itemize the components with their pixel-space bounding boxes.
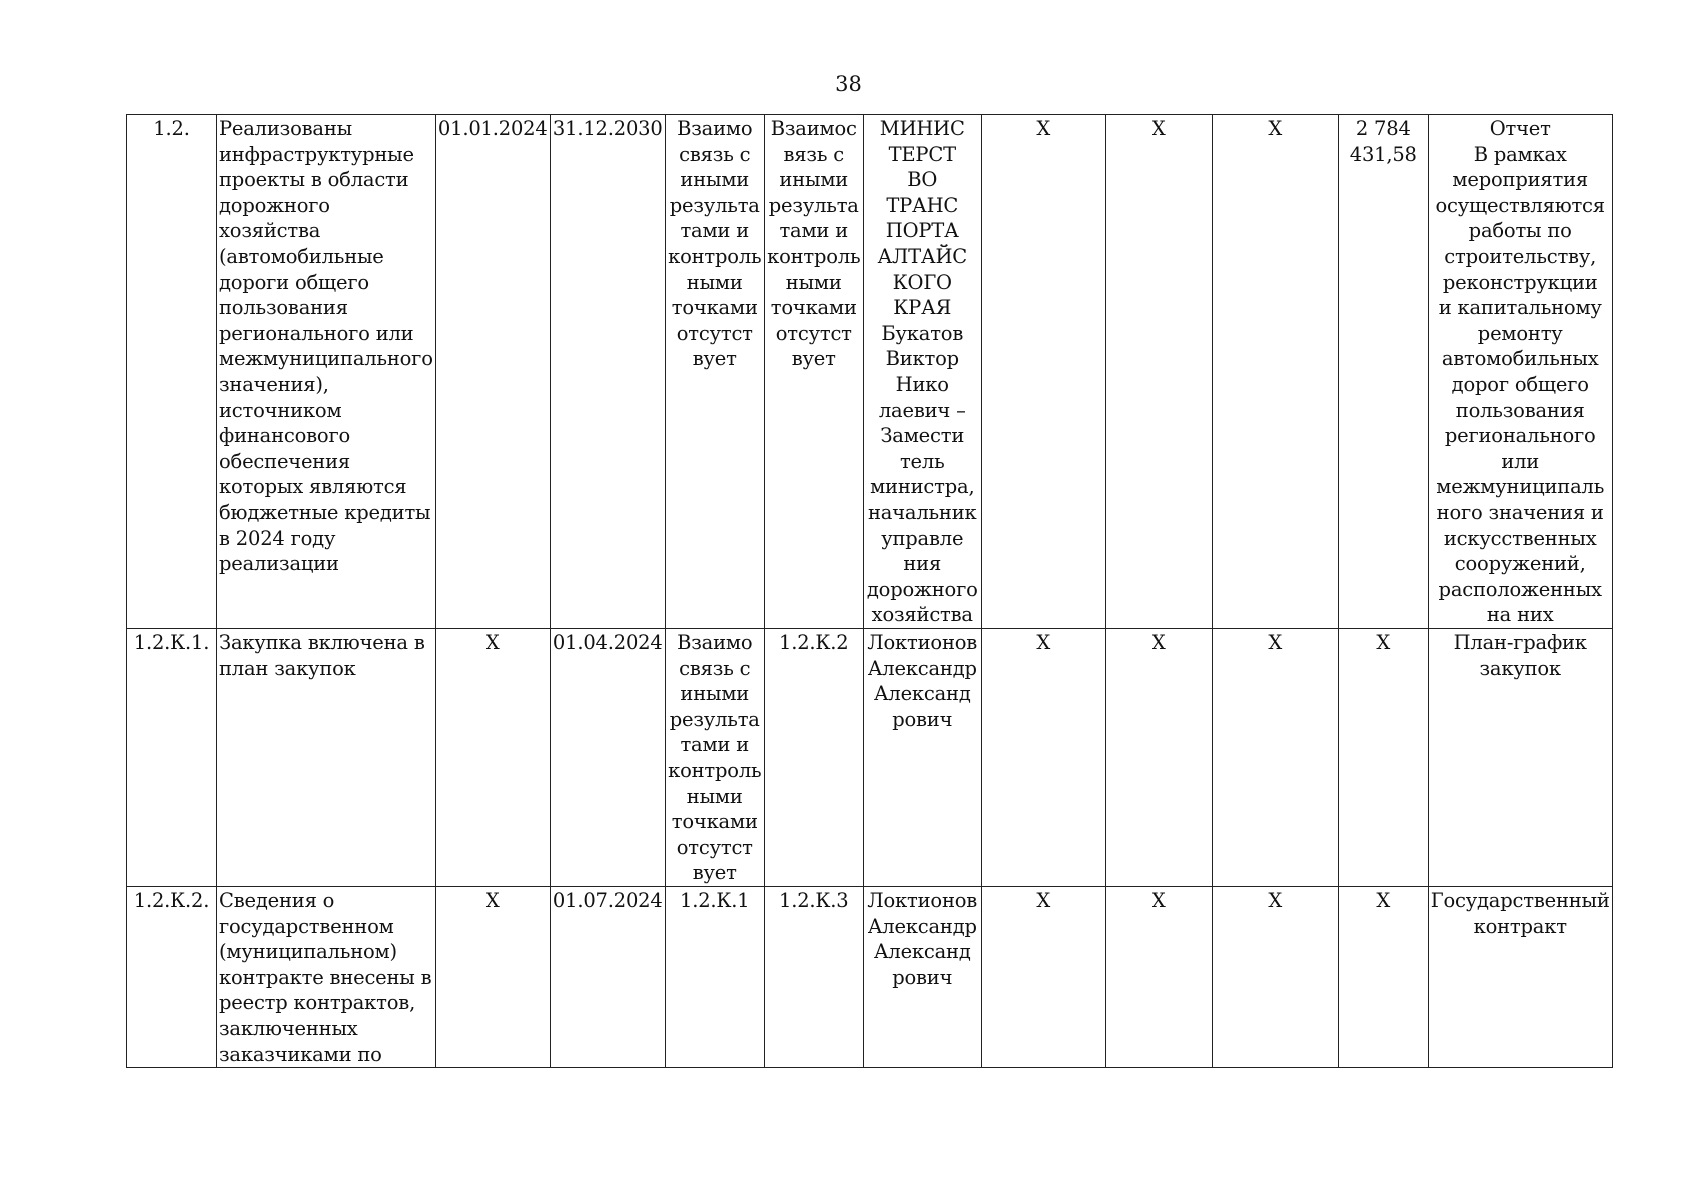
start-date: X	[435, 886, 550, 1067]
row-id: 1.2.	[127, 115, 217, 629]
document-type: План-график закупок	[1428, 629, 1612, 887]
result-title: Закупка включена в план закупок	[217, 629, 436, 887]
table-row	[127, 886, 1613, 1067]
next-link: 1.2.К.2	[764, 629, 863, 887]
end-date: 31.12.2030	[550, 115, 665, 629]
mark-x: X	[981, 629, 1105, 887]
result-title: Реализованы инфраструктурные проекты в области дорожного хозяйства (автомобильные дороги общего пользования регионального или межмуниципального значения), источником финансового обеспечения которых являются бюджетные кредиты в 2024 году реализации	[217, 115, 436, 629]
table-row	[127, 115, 1613, 629]
result-title: Сведения о государственном (муниципальном) контракте внесены в реестр контрактов, заключенных заказчиками по	[217, 886, 436, 1067]
mark-x: X	[1212, 115, 1338, 629]
start-date: X	[435, 629, 550, 887]
next-link: Взаимос вязь с иными результа тами и контроль ными точками отсутст вует	[764, 115, 863, 629]
mark-x: X	[1105, 629, 1212, 887]
amount: X	[1338, 886, 1428, 1067]
responsible-person: МИНИС ТЕРСТ ВО ТРАНС ПОРТА АЛТАЙС КОГО КРАЯ Букатов Виктор Нико лаевич – Замести тель министра, начальник управле ния дорожного хозяйства	[863, 115, 981, 629]
start-date: 01.01.2024	[435, 115, 550, 629]
responsible-person: Локтионов Александр Александ рович	[863, 629, 981, 887]
mark-x: X	[1105, 886, 1212, 1067]
end-date: 01.07.2024	[550, 886, 665, 1067]
responsible-person: Локтионов Александр Александ рович	[863, 886, 981, 1067]
mark-x: X	[981, 115, 1105, 629]
mark-x: X	[1105, 115, 1212, 629]
previous-link: 1.2.К.1	[665, 886, 764, 1067]
previous-link: Взаимо связь с иными результа тами и контроль ными точками отсутст вует	[665, 115, 764, 629]
previous-link: Взаимо связь с иными результа тами и контроль ными точками отсутст вует	[665, 629, 764, 887]
page-number: 38	[835, 72, 862, 96]
mark-x: X	[981, 886, 1105, 1067]
amount: 2 784 431,58	[1338, 115, 1428, 629]
table-row	[127, 629, 1613, 887]
document-type: Государственный контракт	[1428, 886, 1612, 1067]
end-date: 01.04.2024	[550, 629, 665, 887]
row-id: 1.2.К.1.	[127, 629, 217, 887]
mark-x: X	[1212, 886, 1338, 1067]
mark-x: X	[1212, 629, 1338, 887]
row-id: 1.2.К.2.	[127, 886, 217, 1067]
plan-table	[126, 114, 1613, 1068]
next-link: 1.2.К.3	[764, 886, 863, 1067]
document-type: Отчет В рамках мероприятия осуществляются работы по строительству, реконструкции и капитальному ремонту автомобильных дорог общего пользования регионального или межмуниципаль ного значения и искусственных сооружений, расположенных на них	[1428, 115, 1612, 629]
amount: X	[1338, 629, 1428, 887]
